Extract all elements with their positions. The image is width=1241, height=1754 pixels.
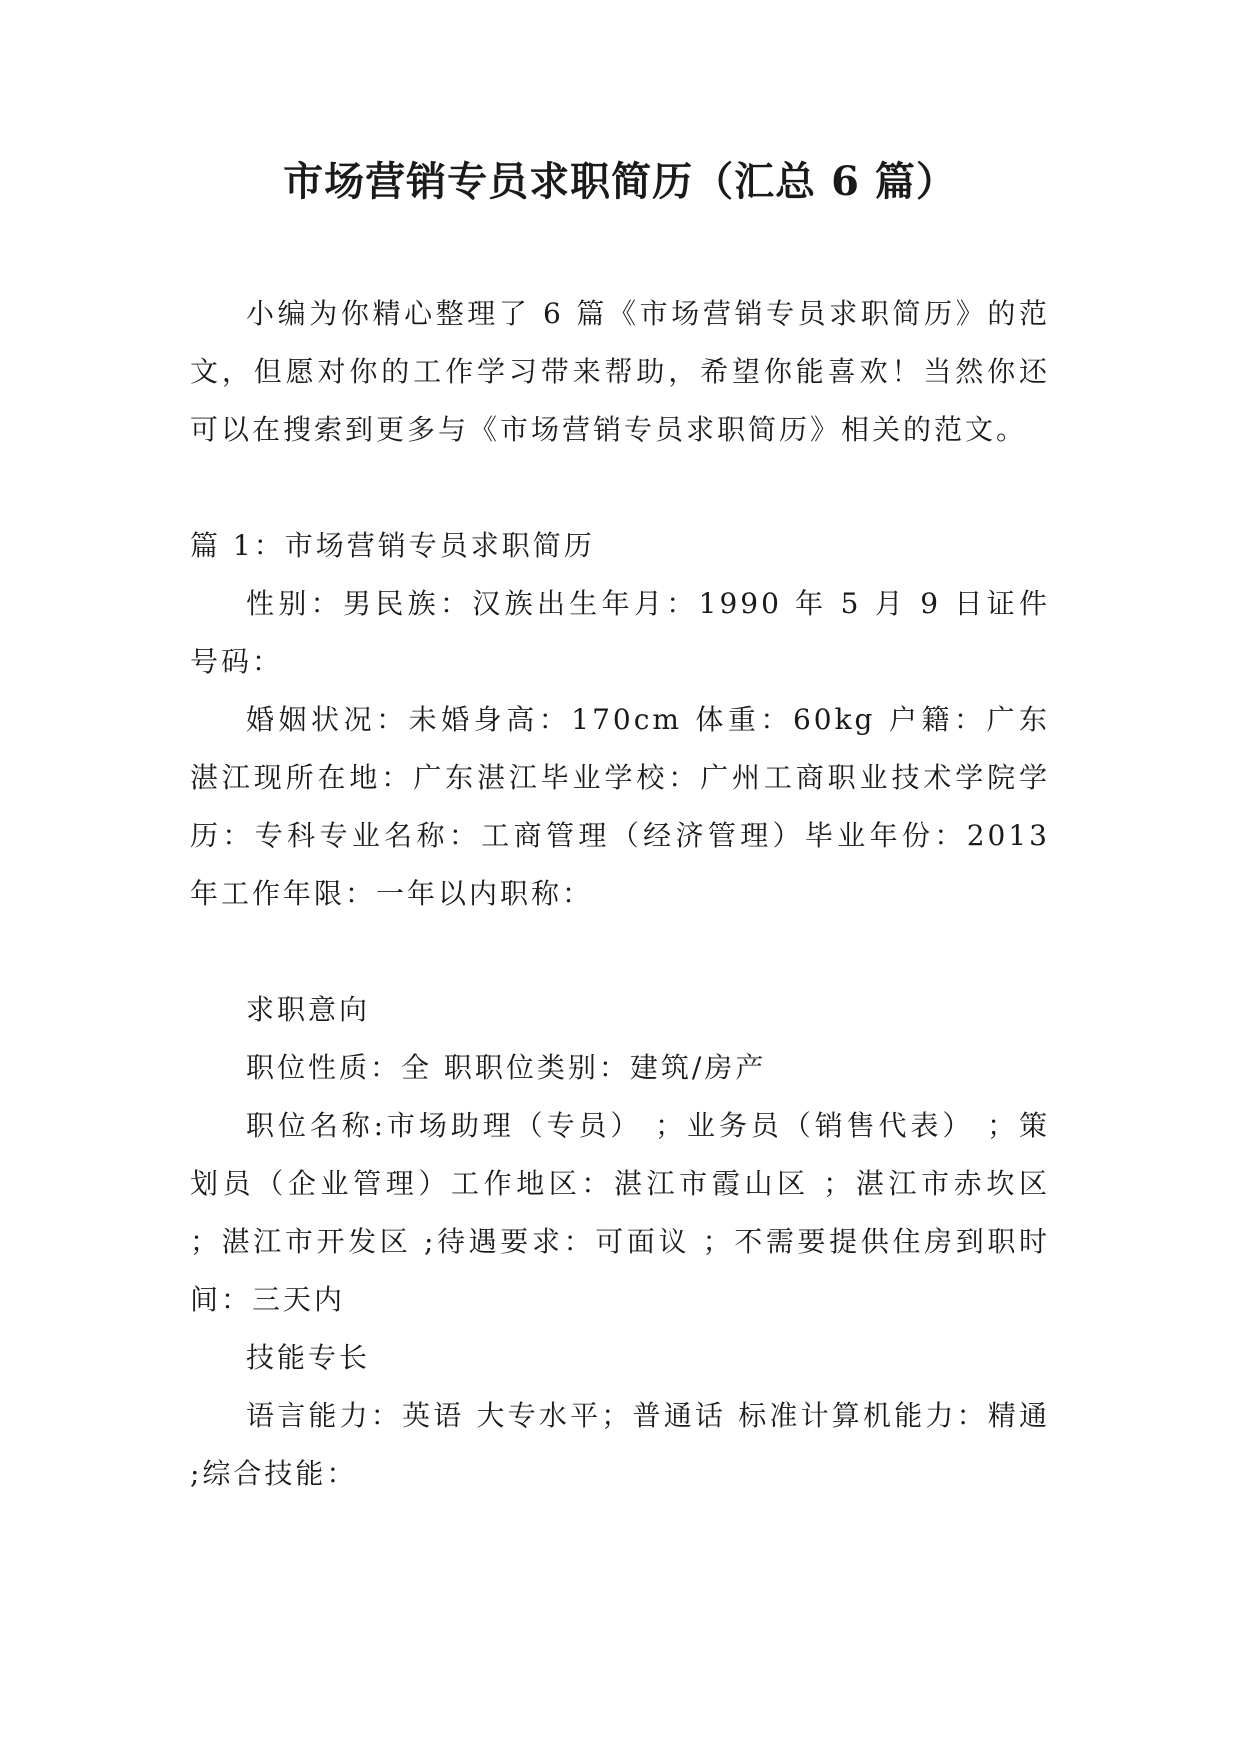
spacer: [190, 459, 1050, 517]
spacer: [190, 923, 1050, 981]
personal-info-paragraph-1: 性别：男民族：汉族出生年月：1990 年 5 月 9 日证件号码：: [190, 587, 1050, 678]
document-title: 市场营销专员求职简历（汇总 6 篇）: [283, 158, 957, 205]
language-skills-paragraph: 语言能力：英语 大专水平；普通话 标准计算机能力：精通 ;综合技能：: [190, 1399, 1050, 1490]
job-nature-paragraph: 职位性质：全 职职位类别：建筑/房产: [246, 1051, 767, 1084]
intro-paragraph: 小编为你精心整理了 6 篇《市场营销专员求职简历》的范文，但愿对你的工作学习带来帮助，希望你能喜欢！当然你还可以在搜索到更多与《市场营销专员求职简历》相关的范文。: [190, 297, 1050, 446]
skills-heading: 技能专长: [246, 1341, 371, 1374]
document-body: [190, 285, 1050, 1503]
section-heading: 篇 1：市场营销专员求职简历: [190, 529, 595, 562]
job-name-paragraph: 职位名称:市场助理（专员） ；业务员（销售代表） ；策划员（企业管理）工作地区：湛江市霞山区 ；湛江市赤坎区 ；湛江市开发区 ;待遇要求：可面议 ；不需要提供住房到职时间：三天内: [190, 1109, 1050, 1316]
job-intent-heading: 求职意向: [246, 993, 371, 1026]
personal-info-paragraph-2: 婚姻状况：未婚身高：170cm 体重：60kg 户籍：广东湛江现所在地：广东湛江毕业学校：广州工商职业技术学院学历：专科专业名称：工商管理（经济管理）毕业年份：2013 年工作年限：一年以内职称：: [190, 703, 1050, 910]
